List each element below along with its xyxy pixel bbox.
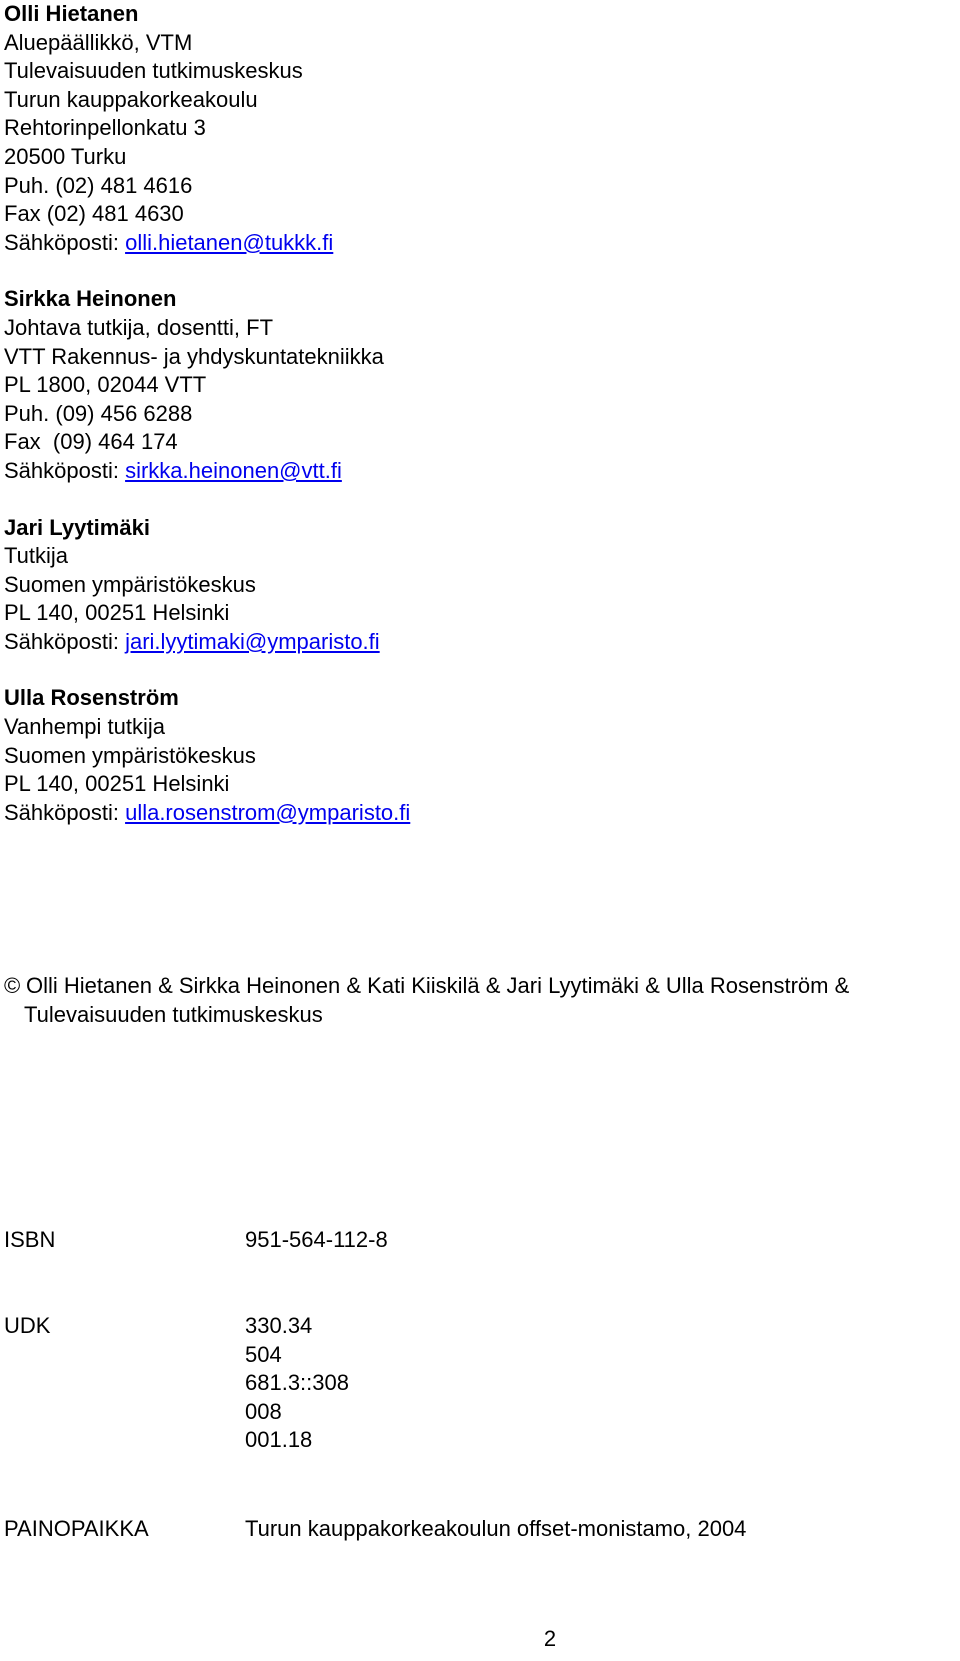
contact-line: Fax (02) 481 4630 bbox=[4, 201, 184, 227]
contact-line: PL 140, 00251 Helsinki bbox=[4, 771, 230, 797]
email-label: Sähköposti: bbox=[4, 799, 126, 825]
udk-value: 330.34 bbox=[245, 1313, 313, 1338]
contact-block bbox=[4, 0, 954, 257]
email-label: Sähköposti: bbox=[4, 229, 126, 255]
contact-line: Tutkija bbox=[4, 543, 68, 569]
contact-name: Olli Hietanen bbox=[4, 1, 139, 26]
contact-block bbox=[4, 285, 954, 485]
email-row bbox=[4, 799, 954, 828]
udk-value: 001.18 bbox=[245, 1427, 313, 1453]
page-number: 2 bbox=[543, 1626, 557, 1651]
copyright-authors: Olli Hietanen & Sirkka Heinonen & Kati Kiiskilä & Jari Lyytimäki & Ulla Rosenström & bbox=[26, 973, 850, 998]
email-link[interactable]: sirkka.heinonen@vtt.fi bbox=[125, 457, 342, 483]
painopaikka-values bbox=[245, 1515, 746, 1544]
email-label: Sähköposti: bbox=[4, 457, 126, 483]
udk-value: 681.3::308 bbox=[245, 1370, 349, 1396]
contact-name: Jari Lyytimäki bbox=[4, 514, 150, 540]
copyright-icon: © bbox=[4, 973, 21, 998]
painopaikka-label: PAINOPAIKKA bbox=[4, 1516, 149, 1541]
contact-line: VTT Rakennus- ja yhdyskuntatekniikka bbox=[4, 343, 384, 369]
udk-values bbox=[245, 1312, 349, 1455]
email-link[interactable]: olli.hietanen@tukkk.fi bbox=[125, 229, 334, 255]
contact-line: 20500 Turku bbox=[4, 143, 127, 169]
contact-line: Turun kauppakorkeakoulu bbox=[4, 86, 258, 112]
isbn-values bbox=[245, 1226, 388, 1255]
document-page bbox=[4, 0, 954, 1541]
contact-name: Ulla Rosenström bbox=[4, 685, 179, 711]
contact-line: Suomen ympäristökeskus bbox=[4, 742, 256, 768]
contact-line: Rehtorinpellonkatu 3 bbox=[4, 115, 206, 141]
contact-block bbox=[4, 684, 954, 827]
copyright-notice bbox=[4, 972, 954, 1029]
isbn-value: 951-564-112-8 bbox=[245, 1227, 388, 1252]
painopaikka-value: Turun kauppakorkeakoulun offset-monistamo, 2004 bbox=[245, 1516, 747, 1541]
copyright-line: Tulevaisuuden tutkimuskeskus bbox=[24, 1001, 323, 1027]
email-row bbox=[4, 457, 954, 486]
email-row bbox=[4, 628, 954, 657]
udk-value: 504 bbox=[245, 1341, 282, 1367]
copyright-line bbox=[4, 972, 954, 1001]
udk-value: 008 bbox=[245, 1398, 282, 1424]
isbn-label: ISBN bbox=[4, 1227, 56, 1252]
email-link[interactable]: ulla.rosenstrom@ymparisto.fi bbox=[125, 799, 411, 825]
email-label: Sähköposti: bbox=[4, 628, 126, 654]
contact-block bbox=[4, 514, 954, 657]
contact-line: Fax (09) 464 174 bbox=[4, 429, 178, 455]
contact-line: PL 140, 00251 Helsinki bbox=[4, 600, 230, 626]
contact-line: Puh. (02) 481 4616 bbox=[4, 172, 193, 198]
email-link[interactable]: jari.lyytimaki@ymparisto.fi bbox=[125, 628, 380, 654]
contact-name: Sirkka Heinonen bbox=[4, 286, 177, 312]
contact-line: Suomen ympäristökeskus bbox=[4, 571, 256, 597]
contact-line: Johtava tutkija, dosentti, FT bbox=[4, 314, 274, 340]
udk-label: UDK bbox=[4, 1313, 51, 1338]
email-row bbox=[4, 229, 954, 258]
contact-line: Vanhempi tutkija bbox=[4, 714, 166, 740]
contact-line: Tulevaisuuden tutkimuskeskus bbox=[4, 58, 303, 84]
contact-line: Puh. (09) 456 6288 bbox=[4, 400, 193, 426]
contact-line: PL 1800, 02044 VTT bbox=[4, 372, 207, 398]
contact-line: Aluepäällikkö, VTM bbox=[4, 29, 193, 55]
